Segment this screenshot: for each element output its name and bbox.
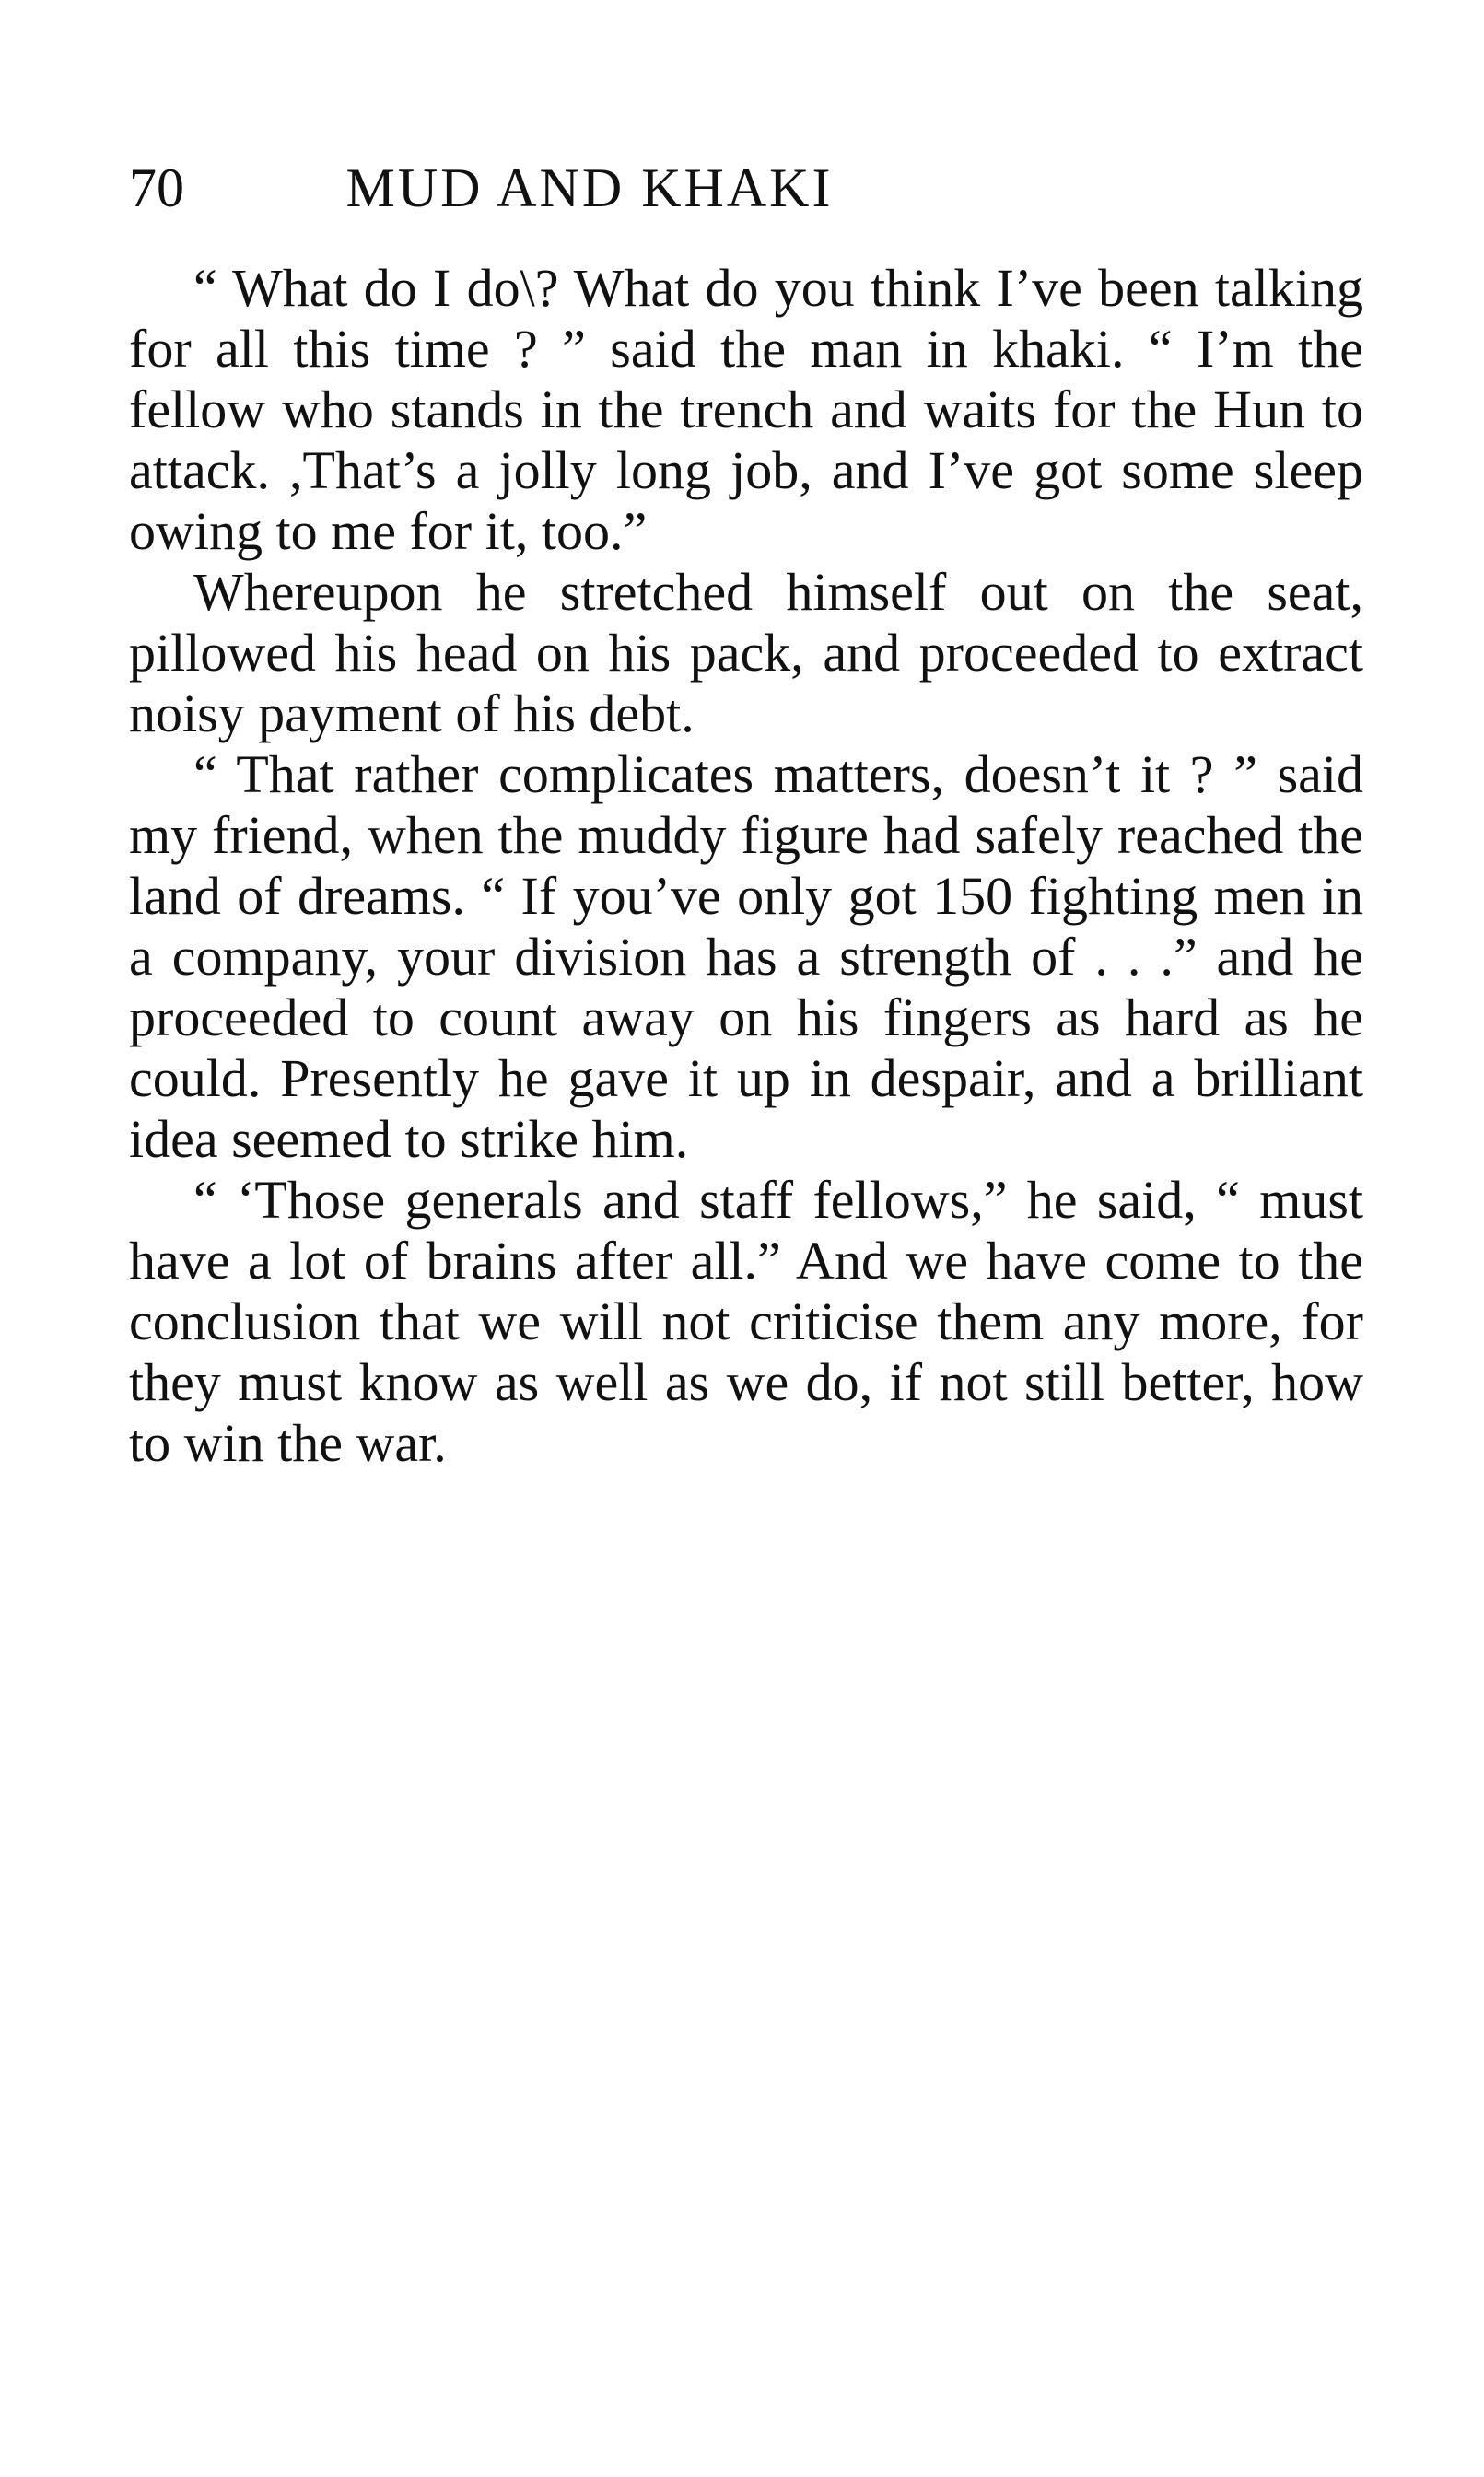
- body-text: [129, 258, 1363, 1474]
- running-title: MUD AND KHAKI: [345, 158, 834, 218]
- paragraph-2: Whereupon he stretched himself out on the seat, pillowed his head on his pack, and proceeded to extract noisy payment of his debt.: [129, 562, 1363, 743]
- paragraph-4: “ ‘Those generals and staff fellows,” he said, “ must have a lot of brains after all.” And we have come to the conclusion that we will not criticise them any more, for they must know as well as we do, if not still better, how to win the war.: [129, 1170, 1363, 1473]
- page-number: 70: [129, 158, 184, 218]
- paragraph-3: “ That rather complicates matters, doesn’t it ? ” said my friend, when the muddy figure had safely reached the land of dreams. “ If you’ve only got 150 fighting men in a company, your division has a strength of . . .” and he proceeded to count away on his fingers as hard as he could. Presently he gave it up in despair, and a brilliant idea seemed to strike him.: [129, 744, 1363, 1169]
- paragraph-1: “ What do I do\? What do you think I’ve been talking for all this time ? ” said the man in khaki. “ I’m the fellow who stands in the trench and waits for the Hun to attack. ,That’s a jolly long job, and I’ve got some sleep owing to me for it, too.”: [129, 258, 1363, 561]
- page-header: [129, 155, 1363, 221]
